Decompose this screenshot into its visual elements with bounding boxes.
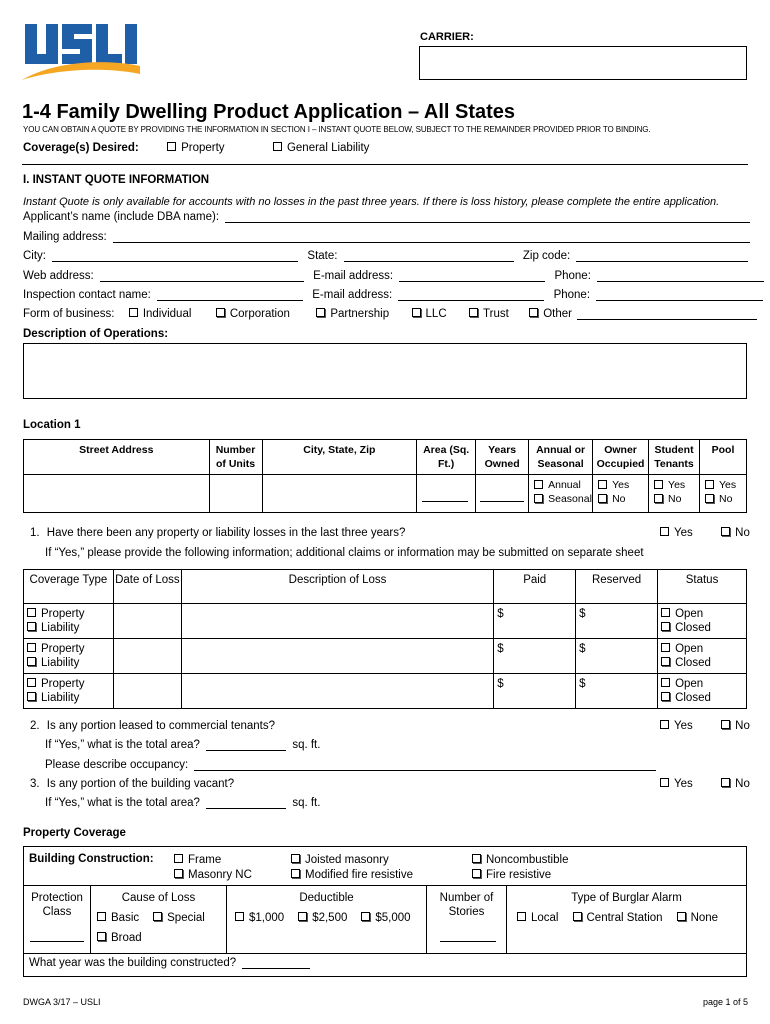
student-yes-checkbox[interactable] [654, 480, 663, 489]
partnership-checkbox[interactable] [316, 308, 325, 317]
page-number: page 1 of 5 [702, 997, 748, 1007]
q1-no-checkbox[interactable] [721, 527, 730, 536]
corporation-checkbox[interactable] [216, 308, 225, 317]
q3-no-label: No [735, 778, 750, 790]
reserved-cell[interactable]: $ [576, 674, 658, 709]
q2-yes-checkbox[interactable] [660, 720, 669, 729]
owner-no-checkbox[interactable] [598, 494, 607, 503]
property-coverage-box [23, 846, 747, 977]
other-input[interactable] [577, 308, 757, 320]
pool-no-label: No [719, 493, 733, 505]
deductible-label: Deductible [299, 892, 354, 904]
q2-occupancy-label: Please describe occupancy: [45, 759, 189, 771]
masonry-nc-checkbox[interactable] [174, 869, 183, 878]
q2-occupancy-input[interactable] [194, 759, 656, 771]
subtitle: YOU CAN OBTAIN A QUOTE BY PROVIDING THE INFORMATION IN SECTION I – INSTANT QUOTE BELOW, SUBJECT TO THE REMAINDER PROVIDED PRIOR TO BINDING. [23, 125, 651, 134]
joisted-masonry-checkbox[interactable] [291, 854, 300, 863]
pool-header: Pool [700, 440, 747, 475]
city-label: City: [23, 250, 46, 262]
basic-checkbox[interactable] [97, 912, 106, 921]
local-alarm-checkbox[interactable] [517, 912, 526, 921]
inspection-input[interactable] [157, 289, 303, 301]
web-label: Web address: [23, 270, 94, 282]
q2-number: 2. [30, 720, 40, 732]
q3-yes-checkbox[interactable] [660, 778, 669, 787]
carrier-field[interactable] [419, 46, 747, 80]
email-input-1[interactable] [399, 270, 545, 282]
general-liability-checkbox[interactable] [273, 142, 282, 151]
loss-property-checkbox[interactable] [27, 643, 36, 652]
status-header: Status [658, 570, 747, 604]
broad-checkbox[interactable] [97, 932, 106, 941]
owner-no-label: No [612, 493, 626, 505]
instant-quote-note: Instant Quote is only available for accounts with no losses in the past three years. If there is loss history, please complete the entire application. [23, 196, 720, 208]
state-label: State: [307, 250, 338, 262]
annual-seasonal-header: Annual or Seasonal [529, 440, 593, 475]
street-address-cell[interactable] [24, 475, 210, 513]
student-yes-label: Yes [668, 479, 686, 491]
special-label: Special [167, 912, 205, 924]
applicant-input[interactable] [225, 211, 750, 223]
closed-label: Closed [675, 692, 711, 704]
form-id: DWGA 3/17 – USLI [23, 997, 101, 1007]
closed-checkbox[interactable] [661, 622, 670, 631]
location-table [23, 439, 747, 513]
frame-checkbox[interactable] [174, 854, 183, 863]
trust-label: Trust [483, 308, 509, 320]
q3-followup: If “Yes,” what is the total area? [45, 797, 200, 809]
section1-rule [22, 164, 748, 165]
loss-table [23, 569, 747, 709]
inspection-label: Inspection contact name: [23, 289, 151, 301]
loss-liability-checkbox[interactable] [27, 622, 36, 631]
units-cell[interactable] [209, 475, 262, 513]
year-built-input[interactable] [242, 957, 310, 969]
property-checkbox[interactable] [167, 142, 176, 151]
q3-unit: sq. ft. [292, 797, 321, 809]
deductible-5000-label: $5,000 [375, 912, 411, 924]
no-alarm-checkbox[interactable] [677, 912, 686, 921]
other-checkbox[interactable] [529, 308, 538, 317]
reserved-header: Reserved [576, 570, 658, 604]
paid-header: Paid [494, 570, 576, 604]
q1-yes-label: Yes [674, 527, 693, 539]
usli-logo [22, 22, 140, 82]
special-checkbox[interactable] [153, 912, 162, 921]
deductible-1000-checkbox[interactable] [235, 912, 244, 921]
loss-description-cell[interactable] [181, 639, 493, 674]
llc-label: LLC [425, 308, 447, 320]
pool-yes-label: Yes [719, 479, 737, 491]
area-cell[interactable] [417, 475, 476, 513]
q3-text: Is any portion of the building vacant? [46, 778, 235, 790]
llc-checkbox[interactable] [412, 308, 421, 317]
central-station-label: Central Station [586, 912, 663, 924]
closed-checkbox[interactable] [661, 657, 670, 666]
local-alarm-label: Local [531, 912, 559, 924]
reserved-cell[interactable]: $ [576, 639, 658, 674]
q1-followup: If “Yes,” please provide the following information; additional claims or information may be submitted on separate sheet [45, 547, 644, 559]
property-option-label: Property [181, 142, 225, 154]
partnership-label: Partnership [330, 308, 390, 320]
open-checkbox[interactable] [661, 678, 670, 687]
fire-resistive-label: Fire resistive [486, 869, 552, 881]
loss-date-cell[interactable] [113, 639, 181, 674]
q3-number: 3. [30, 778, 40, 790]
pool-yes-checkbox[interactable] [705, 480, 714, 489]
paid-cell[interactable]: $ [494, 674, 576, 709]
state-input[interactable] [344, 250, 514, 262]
loss-row [24, 604, 747, 639]
paid-cell[interactable]: $ [494, 639, 576, 674]
date-of-loss-header: Date of Loss [113, 570, 181, 604]
noncombustible-checkbox[interactable] [472, 854, 481, 863]
annual-checkbox[interactable] [534, 480, 543, 489]
loss-property-checkbox[interactable] [27, 608, 36, 617]
q2-unit: sq. ft. [292, 739, 321, 751]
loss-description-cell[interactable] [181, 674, 493, 709]
closed-checkbox[interactable] [661, 692, 670, 701]
cause-label: Cause of Loss [121, 892, 196, 904]
phone-label-1: Phone: [554, 270, 591, 282]
deductible-2500-checkbox[interactable] [298, 912, 307, 921]
q2-area-input[interactable] [206, 739, 286, 751]
email-label-2: E-mail address: [312, 289, 393, 301]
q2-no-checkbox[interactable] [721, 720, 730, 729]
description-header: Description of Loss [181, 570, 493, 604]
mailing-input[interactable] [113, 231, 750, 243]
q2-no-label: No [735, 720, 750, 732]
q3-no-checkbox[interactable] [721, 778, 730, 787]
open-checkbox[interactable] [661, 608, 670, 617]
student-no-checkbox[interactable] [654, 494, 663, 503]
q2-text: Is any portion leased to commercial tenants? [46, 720, 275, 732]
city-state-zip-header: City, State, Zip [262, 440, 417, 475]
q2-followup: If “Yes,” what is the total area? [45, 739, 200, 751]
coverage-type-header: Coverage Type [24, 570, 114, 604]
central-station-checkbox[interactable] [573, 912, 582, 921]
loss-property-label: Property [41, 678, 85, 690]
alarm-label: Type of Burglar Alarm [571, 892, 682, 904]
carrier-label: CARRIER: [420, 31, 474, 43]
loss-property-checkbox[interactable] [27, 678, 36, 687]
construction-label: Building Construction: [29, 853, 154, 865]
loss-row [24, 674, 747, 709]
q3-yes-label: Yes [674, 778, 693, 790]
protection-class-label: Protection Class [31, 892, 83, 918]
coverage-label: Coverage(s) Desired: [23, 142, 139, 154]
loss-liability-label: Liability [41, 657, 80, 669]
open-label: Open [675, 678, 704, 690]
open-checkbox[interactable] [661, 643, 670, 652]
noncombustible-label: Noncombustible [486, 854, 569, 866]
modified-fire-resistive-checkbox[interactable] [291, 869, 300, 878]
deductible-5000-checkbox[interactable] [361, 912, 370, 921]
email-label-1: E-mail address: [313, 270, 394, 282]
seasonal-checkbox[interactable] [534, 494, 543, 503]
loss-liability-label: Liability [41, 622, 80, 634]
description-textarea[interactable] [23, 343, 747, 399]
applicant-label: Applicant’s name (include DBA name): [23, 211, 220, 223]
loss-property-label: Property [41, 643, 85, 655]
years-owned-header: Years Owned [476, 440, 529, 475]
student-no-label: No [668, 493, 682, 505]
phone-label-2: Phone: [553, 289, 591, 301]
seasonal-label: Seasonal [548, 493, 592, 505]
loss-description-cell[interactable] [181, 604, 493, 639]
loss-liability-checkbox[interactable] [27, 692, 36, 701]
street-address-header: Street Address [24, 440, 210, 475]
open-label: Open [675, 643, 704, 655]
mailing-label: Mailing address: [23, 231, 107, 243]
no-alarm-label: None [690, 912, 719, 924]
student-tenants-header: Student Tenants [649, 440, 700, 475]
reserved-cell[interactable]: $ [576, 604, 658, 639]
units-header: Number of Units [209, 440, 262, 475]
other-label: Other [543, 308, 572, 320]
paid-cell[interactable]: $ [494, 604, 576, 639]
q1-number: 1. [30, 527, 40, 539]
q3-area-input[interactable] [206, 797, 286, 809]
annual-label: Annual [548, 479, 581, 491]
property-coverage-heading: Property Coverage [23, 827, 126, 839]
web-input[interactable] [100, 270, 304, 282]
city-input[interactable] [52, 250, 298, 262]
stories-label: Number of Stories [439, 892, 494, 918]
deductible-1000-label: $1,000 [249, 912, 285, 924]
stories-input[interactable] [440, 930, 496, 942]
pool-no-checkbox[interactable] [705, 494, 714, 503]
owner-yes-label: Yes [612, 479, 630, 491]
year-built-label: What year was the building constructed? [29, 957, 237, 969]
closed-label: Closed [675, 622, 711, 634]
phone-input-2[interactable] [596, 289, 763, 301]
masonry-nc-label: Masonry NC [188, 869, 252, 881]
corporation-label: Corporation [229, 308, 290, 320]
area-header: Area (Sq. Ft.) [417, 440, 476, 475]
form-label: Form of business: [23, 308, 115, 320]
email-input-2[interactable] [398, 289, 544, 301]
trust-checkbox[interactable] [469, 308, 478, 317]
individual-checkbox[interactable] [129, 308, 138, 317]
owner-yes-checkbox[interactable] [598, 480, 607, 489]
q1-text: Have there been any property or liability losses in the last three years? [46, 527, 406, 539]
individual-label: Individual [142, 308, 192, 320]
fire-resistive-checkbox[interactable] [472, 869, 481, 878]
q1-no-label: No [735, 527, 750, 539]
closed-label: Closed [675, 657, 711, 669]
loss-date-cell[interactable] [113, 604, 181, 639]
phone-input-1[interactable] [597, 270, 764, 282]
loss-property-label: Property [41, 608, 85, 620]
zip-label: Zip code: [522, 250, 571, 262]
open-label: Open [675, 608, 704, 620]
page-title: 1-4 Family Dwelling Product Application – All States [22, 101, 516, 123]
general-liability-option-label: General Liability [286, 142, 370, 154]
loss-date-cell[interactable] [113, 674, 181, 709]
zip-input[interactable] [576, 250, 748, 262]
section1-heading: I. INSTANT QUOTE INFORMATION [23, 174, 210, 186]
loss-liability-checkbox[interactable] [27, 657, 36, 666]
q1-yes-checkbox[interactable] [660, 527, 669, 536]
property-details-table [23, 885, 747, 954]
years-owned-cell[interactable] [476, 475, 529, 513]
loss-liability-label: Liability [41, 692, 80, 704]
protection-class-input[interactable] [30, 930, 84, 942]
q2-yes-label: Yes [674, 720, 693, 732]
basic-label: Basic [111, 912, 140, 924]
description-label: Description of Operations: [23, 328, 169, 340]
joisted-masonry-label: Joisted masonry [305, 854, 389, 866]
city-state-zip-cell[interactable] [262, 475, 417, 513]
owner-occupied-header: Owner Occupied [593, 440, 649, 475]
broad-label: Broad [111, 932, 142, 944]
loss-row [24, 639, 747, 674]
deductible-2500-label: $2,500 [312, 912, 348, 924]
location-heading: Location 1 [23, 419, 81, 431]
frame-label: Frame [188, 854, 222, 866]
modified-fire-resistive-label: Modified fire resistive [305, 869, 414, 881]
